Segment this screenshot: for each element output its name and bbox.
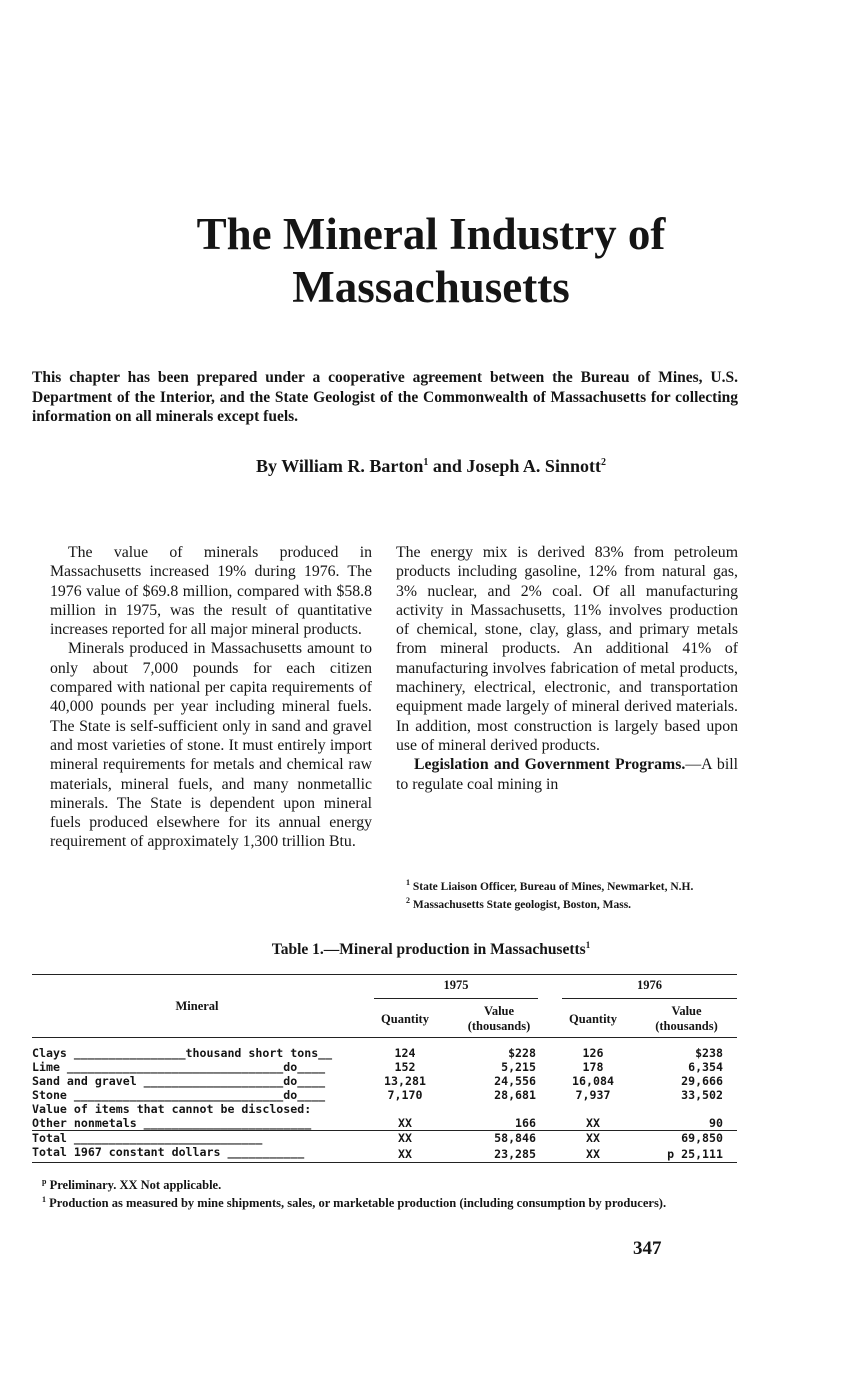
legislation-paragraph — [396, 755, 738, 794]
byline-mark-1: 1 — [423, 457, 429, 468]
cell-value-1976: 90 — [709, 1116, 723, 1130]
cell-value-1975: 58,846 — [448, 1131, 550, 1146]
table-spacer-row — [32, 1038, 737, 1047]
header-year-1975 — [362, 975, 550, 1002]
legislation-text: —A bill to regulate coal mining in — [396, 756, 738, 793]
row-label-stone: Stone ______________________________do____ — [32, 1088, 326, 1102]
header-year-1976 — [550, 975, 737, 1002]
cell-quantity-1975: XX — [362, 1131, 448, 1146]
chapter-title — [0, 208, 862, 314]
year-1975-label: 1975 — [374, 978, 538, 999]
table-row — [32, 1116, 737, 1131]
row-label-clays: Clays ________________thousand short tons__ — [32, 1046, 333, 1060]
table-header-row-years — [32, 975, 737, 1002]
table-row-constant-dollars — [32, 1145, 737, 1163]
row-label-total: Total ___________________________ — [32, 1131, 362, 1146]
value-1975-line1: Value — [483, 1004, 515, 1018]
cell-value-1976: 6,354 — [688, 1060, 723, 1074]
cell-value-1976: 29,666 — [681, 1074, 723, 1088]
cell-quantity-1975: 7,170 — [387, 1088, 423, 1102]
table-note-2-mark: 1 — [42, 1194, 46, 1204]
header-value-1975 — [448, 1001, 550, 1038]
cell-value-1976: p 25,111 — [667, 1146, 723, 1161]
value-1975-line2: (thousands) — [467, 1019, 531, 1033]
header-quantity-1975: Quantity — [381, 1011, 429, 1026]
title-line-2: Massachusetts — [292, 262, 570, 312]
row-label-constant-dollars: Total 1967 constant dollars ___________ — [32, 1145, 305, 1159]
header-value-1976 — [636, 1001, 737, 1038]
byline — [0, 456, 862, 477]
cell-value-1976: 33,502 — [681, 1088, 723, 1102]
table-row — [32, 1074, 737, 1088]
legislation-heading: Legislation and Government Programs. — [414, 756, 686, 774]
table-row — [32, 1046, 737, 1060]
cell-quantity-1976: XX — [550, 1131, 636, 1146]
cell-quantity-1975: 152 — [394, 1060, 416, 1074]
footnote-2 — [396, 894, 738, 912]
footnote-2-mark: 2 — [406, 895, 410, 905]
table-row-total — [32, 1131, 737, 1146]
cell-quantity-1975: XX — [398, 1146, 412, 1161]
cell-value-1976: $238 — [695, 1046, 723, 1060]
byline-author-1: By William R. Barton — [256, 456, 424, 476]
byline-author-2: and Joseph A. Sinnott — [428, 456, 601, 476]
right-paragraph-1: The energy mix is derived 83% from petroleum products including gasoline, 12% from natural gas, 3% nuclear, and 2% coal. Of all manufacturing activity in Massachusetts, 11% involves production of chemical, stone, clay, glass, and primary metals from mineral products. An additional 41% of manufacturing involves fabrication of metal products, machinery, electrical, electronic, and transportation equipment made largely of mineral derived materials. In addition, most construction is largely based upon use of mineral derived products. — [396, 544, 738, 754]
author-footnotes — [396, 876, 738, 912]
right-column — [396, 543, 738, 794]
table-note-1-mark: p — [42, 1177, 47, 1186]
row-label-other-nonmetals: Other nonmetals ________________________ — [32, 1116, 312, 1130]
table-title-text: Table 1.—Mineral production in Massachusetts — [271, 941, 586, 959]
cell-quantity-1976: XX — [586, 1146, 600, 1161]
table-row-undisclosed-heading — [32, 1102, 737, 1116]
byline-mark-2: 2 — [600, 457, 606, 468]
cell-value-1975: $228 — [508, 1046, 536, 1060]
value-1976-line1: Value — [671, 1004, 702, 1018]
left-paragraph-2: Minerals produced in Massachusetts amount to only about 7,000 pounds for each citizen compared with national per capita requirements of 40,000 pounds per year including mineral fuels. The State is self-sufficient only in sand and gravel and most varieties of stone. It must entirely import mineral requirements for metals and chemical raw materials, mineral fuels, and many nonmetallic minerals. The State is dependent upon mineral fuels produced elsewhere for its annual energy requirement of approximately 1,300 trillion Btu. — [50, 640, 372, 851]
intro-paragraph: This chapter has been prepared under a cooperative agreement between the Bureau of Mines, U.S. Department of the Interior, and the State Geologist of the Commonwealth of Massachusetts for collecting information on all minerals except fuels. — [32, 369, 738, 425]
header-mineral: Mineral — [32, 975, 362, 1038]
mineral-production-table — [32, 974, 737, 1163]
cell-value-1975: 28,681 — [494, 1088, 536, 1102]
cell-value-1975: 23,285 — [494, 1146, 536, 1161]
cell-quantity-1976: 178 — [582, 1060, 604, 1074]
cell-quantity-1976: 126 — [582, 1046, 604, 1060]
table-note-preliminary — [32, 1175, 738, 1193]
cell-quantity-1975: 124 — [394, 1046, 416, 1060]
left-column — [50, 543, 372, 852]
footnote-1-text: State Liaison Officer, Bureau of Mines, Newmarket, N.H. — [412, 880, 694, 893]
table-note-1-text: Preliminary. XX Not applicable. — [49, 1178, 222, 1193]
table-row — [32, 1060, 737, 1074]
table-title — [0, 940, 862, 959]
page-number: 347 — [633, 1238, 662, 1259]
table-footnotes — [32, 1175, 738, 1210]
table-row — [32, 1088, 737, 1102]
value-1976-line2: (thousands) — [655, 1019, 718, 1033]
cell-value-1976: 69,850 — [636, 1131, 737, 1146]
footnote-2-text: Massachusetts State geologist, Boston, Mass. — [412, 898, 632, 911]
left-paragraph-1: The value of minerals produced in Massachusetts increased 19% during 1976. The 1976 value of $69.8 million, compared with $58.8 million in 1975, was the result of quantitative increases reported for all major mineral products. — [50, 544, 372, 639]
cell-value-1975: 24,556 — [494, 1074, 536, 1088]
year-1976-label: 1976 — [562, 978, 737, 999]
row-label-lime: Lime _______________________________do____ — [32, 1060, 326, 1074]
cell-value-1975: 166 — [515, 1116, 536, 1130]
row-label-sand-gravel: Sand and gravel ____________________do____ — [32, 1074, 326, 1088]
header-quantity-1976: Quantity — [569, 1011, 617, 1026]
cell-quantity-1976: 16,084 — [572, 1074, 614, 1088]
table-note-production — [32, 1193, 738, 1211]
footnote-1-mark: 1 — [406, 878, 410, 887]
title-line-1: The Mineral Industry of — [196, 209, 666, 259]
footnote-1 — [396, 876, 738, 894]
cell-value-1975: 5,215 — [501, 1060, 536, 1074]
table-title-mark: 1 — [585, 940, 591, 950]
cell-quantity-1975: 13,281 — [384, 1074, 426, 1088]
cell-quantity-1976: XX — [586, 1116, 600, 1130]
cell-quantity-1976: 7,937 — [575, 1088, 611, 1102]
spacer-cell — [32, 1038, 737, 1047]
cell-quantity-1975: XX — [398, 1116, 412, 1130]
table-note-2-text: Production as measured by mine shipments, sales, or marketable production (including consumption by producers). — [49, 1195, 667, 1210]
row-label-undisclosed: Value of items that cannot be disclosed: — [32, 1102, 312, 1116]
